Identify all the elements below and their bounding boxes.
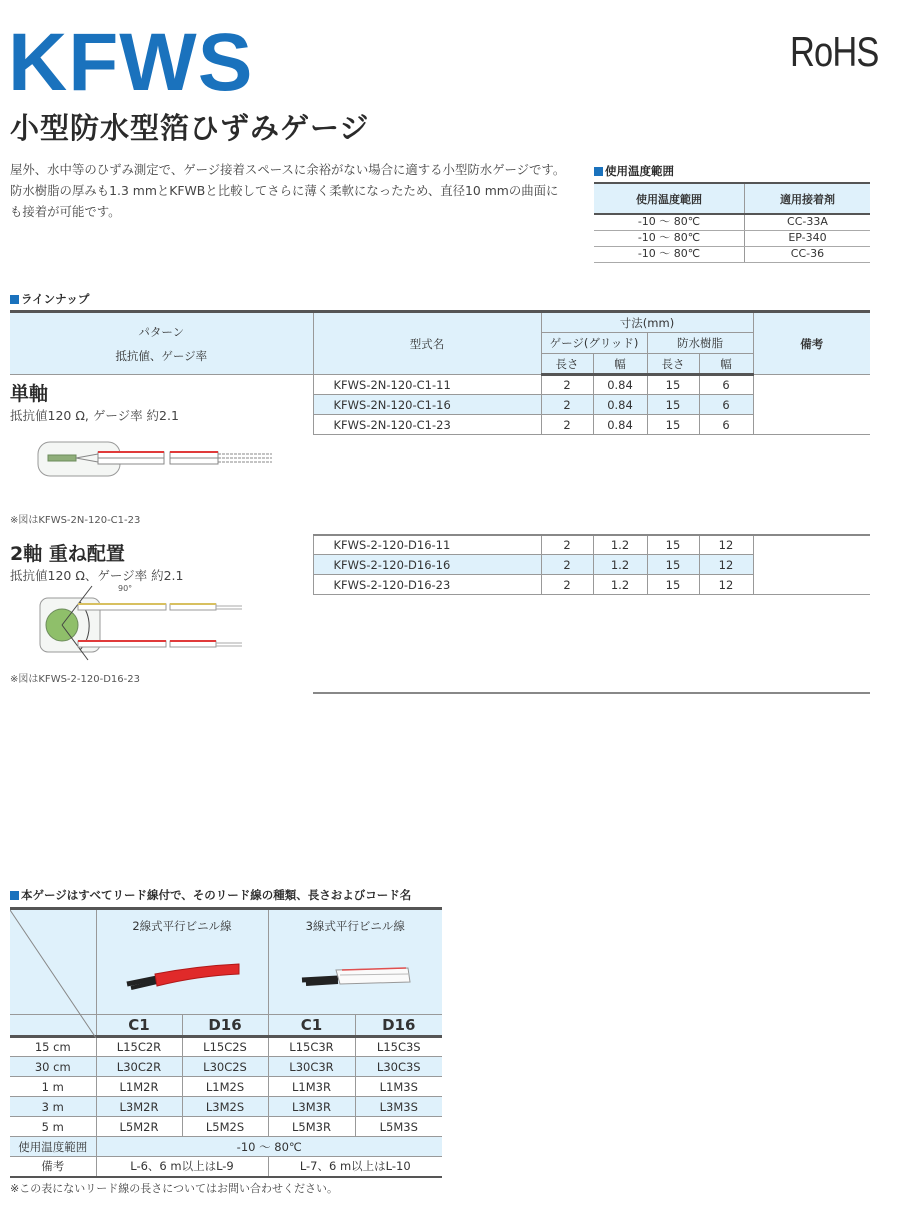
code-cell: L1M2S — [182, 1077, 268, 1097]
code-cell: L3M2R — [96, 1097, 182, 1117]
gauge-length-header: 長さ — [541, 354, 593, 375]
resin-width-cell: 6 — [699, 375, 753, 395]
gauge-length-cell: 2 — [541, 535, 593, 555]
two-wire-cable-image — [117, 948, 247, 996]
code-cell: L5M3S — [355, 1117, 442, 1137]
gauge-width-cell: 0.84 — [593, 395, 647, 415]
lineup-table — [10, 310, 870, 694]
code-cell: L1M3R — [268, 1077, 355, 1097]
resin-length-cell: 15 — [647, 555, 699, 575]
code-cell: L5M2R — [96, 1117, 182, 1137]
table-row — [594, 246, 870, 262]
code-header-d16-3wire: D16 — [355, 1015, 442, 1037]
length-cell: 1 m — [10, 1077, 96, 1097]
pattern-spec: 抵抗値120 Ω, ゲージ率 約2.1 — [10, 408, 179, 423]
model-cell: KFWS-2-120-D16-23 — [313, 575, 541, 595]
gauge-length-cell: 2 — [541, 415, 593, 435]
temperature-section-heading — [594, 163, 674, 179]
resin-width-cell: 6 — [699, 395, 753, 415]
adhesive-cell: CC-33A — [744, 214, 870, 230]
code-cell: L5M3R — [268, 1117, 355, 1137]
pattern-header-label: パターン — [138, 324, 185, 339]
lead-section-title: 本ゲージはすべてリード線付で、そのリード線の種類、長さおよびコード名 — [21, 888, 412, 902]
lineup-section-heading — [10, 291, 89, 307]
temperature-cell: -10 ～ 80℃ — [594, 230, 744, 246]
pattern-title: 2軸 重ね配置 — [10, 542, 125, 565]
model-cell: KFWS-2-120-D16-16 — [313, 555, 541, 575]
table-row — [594, 230, 870, 246]
code-cell: L1M3S — [355, 1077, 442, 1097]
code-cell: L15C3S — [355, 1037, 442, 1057]
length-cell: 15 cm — [10, 1037, 96, 1057]
code-cell: L30C3R — [268, 1057, 355, 1077]
length-cell: 5 m — [10, 1117, 96, 1137]
code-header-c1-3wire: C1 — [268, 1015, 355, 1037]
resin-length-cell: 15 — [647, 375, 699, 395]
code-cell: L1M2R — [96, 1077, 182, 1097]
temperature-header-range: 使用温度範囲 — [594, 183, 744, 214]
model-cell: KFWS-2-120-D16-11 — [313, 535, 541, 555]
gauge-width-cell: 0.84 — [593, 375, 647, 395]
dimensions-header: 寸法(mm) — [541, 312, 753, 333]
gauge-width-cell: 1.2 — [593, 575, 647, 595]
temperature-header-adhesive: 適用接着剤 — [744, 183, 870, 214]
resin-width-cell: 12 — [699, 575, 753, 595]
remarks-cell — [753, 375, 870, 435]
pattern-header-sub: 抵抗値、ゲージ率 — [115, 348, 208, 363]
code-header-c1-2wire: C1 — [96, 1015, 182, 1037]
remarks-label: 備考 — [10, 1157, 96, 1177]
code-cell: L3M3S — [355, 1097, 442, 1117]
table-row — [10, 535, 870, 555]
table-row — [10, 1157, 442, 1177]
gauge-width-cell: 1.2 — [593, 555, 647, 575]
two-wire-type-label: 2線式平行ビニル線 — [132, 919, 232, 933]
figure-note: ※図はKFWS-2-120-D16-23 — [10, 673, 140, 685]
square-bullet-icon — [10, 891, 19, 900]
lead-section-heading — [10, 887, 411, 903]
three-wire-type-header — [268, 909, 442, 1015]
resin-width-cell: 12 — [699, 555, 753, 575]
temperature-table — [594, 182, 870, 263]
gauge-grid-header: ゲージ(グリッド) — [541, 333, 647, 354]
pattern-spec: 抵抗値120 Ω、ゲージ率 約2.1 — [10, 567, 184, 583]
temp-range-value: -10 ～ 80℃ — [96, 1137, 442, 1157]
remarks-2wire: L-6、6 m以上はL-9 — [96, 1157, 268, 1177]
resin-length-cell: 15 — [647, 535, 699, 555]
code-cell: L5M2S — [182, 1117, 268, 1137]
temperature-cell: -10 ～ 80℃ — [594, 214, 744, 230]
length-cell: 30 cm — [10, 1057, 96, 1077]
biaxial-gauge-figure — [36, 584, 276, 666]
gauge-width-cell: 1.2 — [593, 535, 647, 555]
three-wire-cable-image — [290, 948, 420, 996]
resin-length-cell: 15 — [647, 415, 699, 435]
code-cell: L3M3R — [268, 1097, 355, 1117]
resin-width-cell: 12 — [699, 535, 753, 555]
angle-label: 90° — [118, 583, 133, 593]
temp-range-label: 使用温度範囲 — [10, 1137, 96, 1157]
figure-note: ※図はKFWS-2N-120-C1-23 — [10, 515, 141, 526]
resin-length-cell: 15 — [647, 395, 699, 415]
resin-length-cell: 15 — [647, 575, 699, 595]
resin-width-cell: 6 — [699, 415, 753, 435]
uniaxial-gauge-figure — [34, 438, 294, 488]
square-bullet-icon — [594, 167, 603, 176]
code-cell: L15C2R — [96, 1037, 182, 1057]
code-cell: L15C2S — [182, 1037, 268, 1057]
lineup-section-title: ラインナップ — [21, 292, 90, 306]
lead-wire-table — [10, 907, 442, 1178]
temperature-cell: -10 ～ 80℃ — [594, 246, 744, 262]
square-bullet-icon — [10, 295, 19, 304]
remarks-cell — [753, 535, 870, 595]
table-row — [10, 1097, 442, 1117]
gauge-length-cell: 2 — [541, 555, 593, 575]
remarks-3wire: L-7、6 m以上はL-10 — [268, 1157, 442, 1177]
rohs-badge: RoHS — [790, 28, 879, 75]
resin-length-header: 長さ — [647, 354, 699, 375]
gauge-width-header: 幅 — [593, 354, 647, 375]
code-cell: L3M2S — [182, 1097, 268, 1117]
table-row — [10, 1137, 442, 1157]
lead-footnote: ※この表にないリード線の長さについてはお問い合わせください。 — [10, 1182, 338, 1195]
table-row — [10, 1057, 442, 1077]
table-row — [594, 214, 870, 230]
gauge-width-cell: 0.84 — [593, 415, 647, 435]
two-wire-type-header — [96, 909, 268, 1015]
product-description: 屋外、水中等のひずみ測定で、ゲージ接着スペースに余裕がない場合に適する小型防水ゲージです。防水樹脂の厚みも1.3 mmとKFWBと比較してさらに薄く柔軟になったため、直径10 mmの曲面にも接着が可能です。 — [10, 162, 566, 219]
gauge-length-cell: 2 — [541, 575, 593, 595]
code-cell: L30C2S — [182, 1057, 268, 1077]
pattern-cell-uniaxial — [10, 375, 313, 535]
product-title: KFWS — [8, 17, 254, 108]
remarks-header: 備考 — [753, 312, 870, 375]
code-cell: L15C3R — [268, 1037, 355, 1057]
pattern-header — [10, 312, 313, 375]
resin-header: 防水樹脂 — [647, 333, 753, 354]
three-wire-type-label: 3線式平行ビニル線 — [305, 919, 405, 933]
table-row — [10, 1117, 442, 1137]
table-row — [10, 375, 870, 395]
model-cell: KFWS-2N-120-C1-16 — [313, 395, 541, 415]
code-header-d16-2wire: D16 — [182, 1015, 268, 1037]
table-row — [10, 1037, 442, 1057]
product-subtitle: 小型防水型箔ひずみゲージ — [10, 111, 370, 145]
gauge-length-cell: 2 — [541, 375, 593, 395]
pattern-title: 単軸 — [10, 383, 49, 405]
model-cell: KFWS-2N-120-C1-11 — [313, 375, 541, 395]
table-row — [10, 1077, 442, 1097]
adhesive-cell: EP-340 — [744, 230, 870, 246]
diagonal-corner-cell — [10, 909, 96, 1015]
resin-width-header: 幅 — [699, 354, 753, 375]
model-cell: KFWS-2N-120-C1-23 — [313, 415, 541, 435]
code-cell: L30C3S — [355, 1057, 442, 1077]
model-header: 型式名 — [313, 312, 541, 375]
temperature-section-title: 使用温度範囲 — [605, 164, 674, 178]
gauge-length-cell: 2 — [541, 395, 593, 415]
code-cell: L30C2R — [96, 1057, 182, 1077]
adhesive-cell: CC-36 — [744, 246, 870, 262]
length-cell: 3 m — [10, 1097, 96, 1117]
pattern-cell-biaxial — [10, 535, 313, 693]
